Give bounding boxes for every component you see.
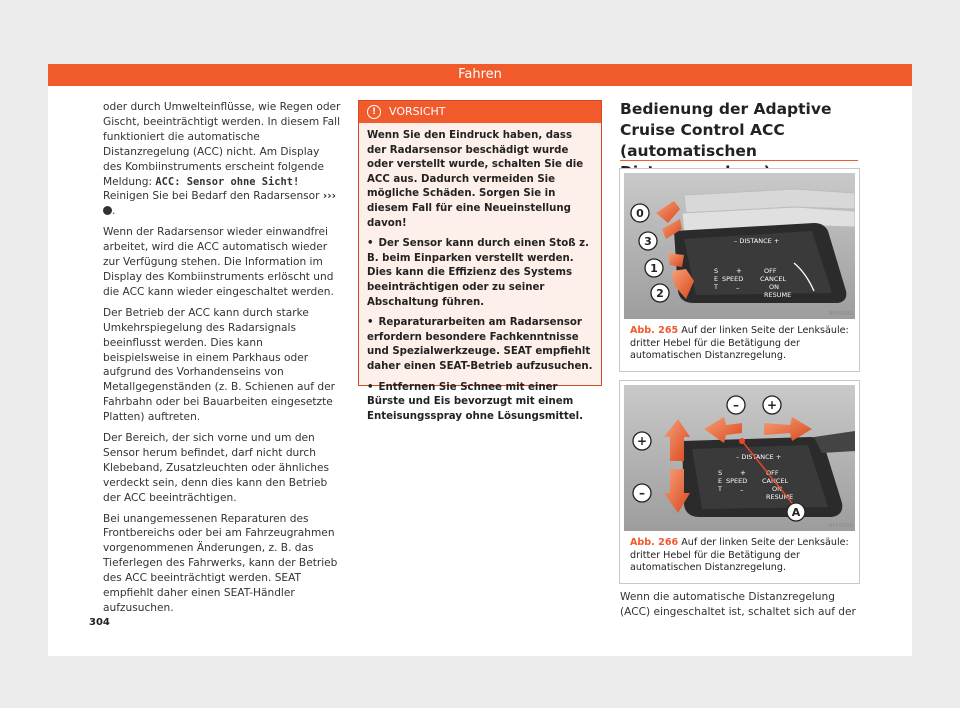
paragraph-3: Der Betrieb der ACC kann durch starke Umkehrspiegelung des Radarsignals beeinflusst werden. Dies kann beispielsweise in einem Parkhaus oder aufgrund des Vorhandenseins von Metallgegenständen (z. B. Schienen auf der Fahrbahn oder bei Bauarbeiten eingesetzte Platten) auftreten. bbox=[103, 306, 335, 424]
caution-header bbox=[359, 101, 601, 123]
svg-text:E: E bbox=[714, 275, 719, 283]
svg-text:S: S bbox=[714, 267, 719, 275]
figure-caption: Abb. 266 Auf der linken Seite der Lenksäule: dritter Hebel für die Betätigung der automatischen Distanzregelung. bbox=[630, 537, 849, 573]
figure-code: BFJ-0040 bbox=[828, 311, 853, 317]
caution-list bbox=[367, 237, 593, 424]
lever-on-label: ON bbox=[772, 485, 782, 493]
lever-off-label: OFF bbox=[766, 469, 779, 477]
label-badge-a bbox=[787, 503, 805, 521]
warning-icon bbox=[103, 206, 112, 215]
caution-intro: Wenn Sie den Eindruck haben, dass der Radarsensor beschädigt wurde oder verstellt wurde, schalten Sie die ACC aus. Dadurch vermeiden Sie mögliche Schäden. Sorgen Sie in diesem Fall für eine Neueinstellung davon! bbox=[367, 130, 584, 229]
paragraph-1: oder durch Umwelteinflüsse, wie Regen oder Gischt, beeinträchtigt werden. In diesem Fall funktioniert die automatische Distanzregelung (ACC) nicht. Am Display des Kombiinstruments erscheint folgende Meldung: ACC: Sensor ohne Sicht! Reinigen Sie bei Bedarf den Radarsensor ››› . bbox=[103, 101, 341, 218]
label-badge-3 bbox=[639, 232, 657, 250]
reference-link[interactable]: ››› bbox=[322, 190, 336, 203]
display-message: ACC: Sensor ohne Sicht! bbox=[155, 175, 300, 188]
figure-number: Abb. 265 bbox=[630, 325, 679, 336]
lever-off-label: OFF bbox=[764, 267, 777, 275]
lever-cancel-label: CANCEL bbox=[760, 275, 787, 283]
svg-text:3: 3 bbox=[644, 235, 652, 248]
lever-resume-label: RESUME bbox=[766, 493, 794, 501]
page-header: Fahren bbox=[48, 64, 912, 86]
svg-text:–: – bbox=[639, 486, 645, 500]
alert-icon: ! bbox=[367, 105, 381, 119]
caution-body bbox=[359, 123, 601, 436]
caution-title: VORSICHT bbox=[389, 105, 446, 118]
svg-text:+: + bbox=[636, 434, 648, 448]
paragraph-5: Bei unangemessenen Reparaturen des Frontbereichs oder bei am Fahrzeugrahmen vorgenommenen Änderungen, z. B. das Tieferlegen des Fahrwerks, kann der Betrieb des ACC beeinträchtigt werden. SEAT empfiehlt daher einen SEAT-Händler aufzusuchen. bbox=[103, 512, 338, 614]
svg-text:+: + bbox=[766, 398, 778, 412]
lever-distance-label: – DISTANCE + bbox=[734, 237, 780, 245]
svg-text:A: A bbox=[791, 506, 801, 519]
label-badge-0 bbox=[631, 204, 649, 222]
svg-text:1: 1 bbox=[650, 262, 658, 275]
paragraph-4: Der Bereich, der sich vorne und um den Sensor herum befindet, darf nicht durch Klebeband, Zusatzleuchten oder ähnliches verdeckt sein, denn dies kann den Betrieb der ACC beeinträchtigen. bbox=[103, 432, 330, 504]
caution-box bbox=[358, 100, 602, 422]
page-number: 304 bbox=[89, 617, 110, 628]
section-title: Bedienung der Adaptive Cruise Control ACC (automatischen bbox=[620, 100, 832, 160]
paragraph-2: Wenn der Radarsensor wieder einwandfrei arbeitet, wird die ACC automatisch wieder zur Verfügung stehen. Die Information im Display des Kombiinstruments erlöscht und die ACC kann wieder eingeschaltet werden. bbox=[103, 226, 334, 298]
pointer-dot-a bbox=[739, 438, 745, 444]
svg-text:2: 2 bbox=[656, 287, 664, 300]
svg-text:T: T bbox=[718, 485, 722, 493]
svg-text:+: + bbox=[740, 469, 746, 477]
label-badge-minus-down bbox=[633, 484, 651, 502]
label-badge-minus-left bbox=[727, 396, 745, 414]
column-1 bbox=[103, 100, 341, 622]
svg-text:–: – bbox=[733, 398, 739, 412]
figure-number: Abb. 266 bbox=[630, 537, 679, 548]
lever-illustration-1 bbox=[624, 173, 855, 319]
column-3-paragraph: Wenn die automatische Distanzregelung (ACC) eingeschaltet ist, schaltet sich auf der bbox=[620, 591, 856, 618]
svg-text:+: + bbox=[736, 267, 742, 275]
lever-cancel-label: CANCEL bbox=[762, 477, 789, 485]
figure-code: BFJ-0039 bbox=[828, 523, 853, 529]
svg-text:–: – bbox=[736, 284, 740, 292]
figure-caption: Abb. 265 Auf der linken Seite der Lenksäule: dritter Hebel für die Betätigung der automatischen Distanzregelung. bbox=[630, 325, 849, 361]
svg-text:E: E bbox=[718, 477, 723, 485]
caution-bullet: • Reparaturarbeiten am Radarsensor erfordern besondere Fachkenntnisse und Spezialwerkzeuge. SEAT empfiehlt daher einen SEAT-Betrieb aufzusuchen. bbox=[367, 316, 593, 374]
lever-illustration-2 bbox=[624, 385, 855, 531]
label-badge-1 bbox=[645, 259, 663, 277]
svg-text:S: S bbox=[718, 469, 723, 477]
lever-resume-label: RESUME bbox=[764, 291, 792, 299]
lever-distance-label: – DISTANCE + bbox=[736, 453, 782, 461]
title-divider bbox=[620, 160, 858, 161]
caution-bullet: • Entfernen Sie Schnee mit einer Bürste und Eis bevorzugt mit einem Enteisungsspray ohne Lösungsmittel. bbox=[367, 381, 593, 425]
svg-text:T: T bbox=[714, 283, 718, 291]
lever-speed-label: SPEED bbox=[726, 477, 748, 485]
figure-265 bbox=[619, 168, 860, 372]
label-badge-plus-up bbox=[633, 432, 651, 450]
svg-text:–: – bbox=[740, 486, 744, 494]
arrow-position-1 bbox=[668, 253, 684, 267]
label-badge-plus-right bbox=[763, 396, 781, 414]
caution-bullet: • Der Sensor kann durch einen Stoß z. B. beim Einparken verstellt werden. Dies kann die Effizienz des Systems beeinträchtigen oder zu seiner Abschaltung führen. bbox=[367, 237, 593, 310]
svg-text:0: 0 bbox=[636, 207, 644, 220]
label-badge-2 bbox=[651, 284, 669, 302]
figure-266 bbox=[619, 380, 860, 584]
lever-on-label: ON bbox=[769, 283, 779, 291]
lever-speed-label: SPEED bbox=[722, 275, 744, 283]
